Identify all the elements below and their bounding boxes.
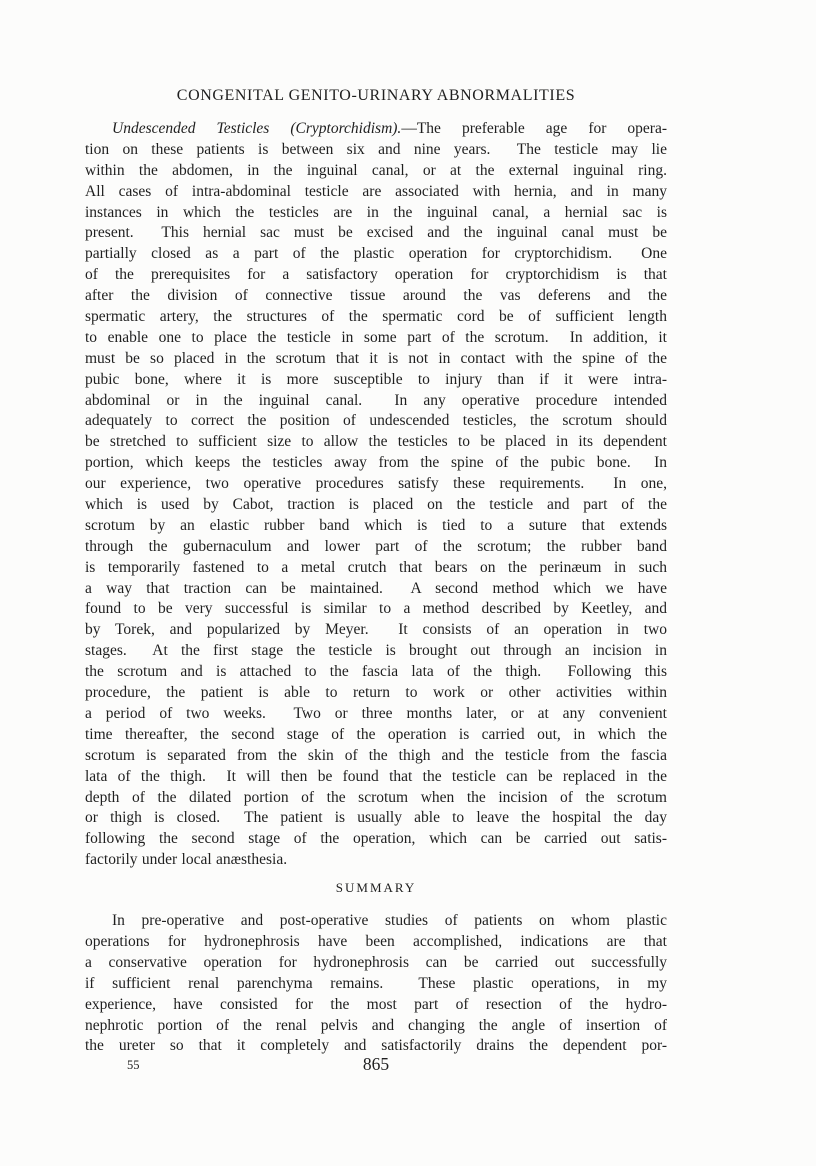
text-line: nephrotic portion of the renal pelvis and changing the angle of insertion of — [85, 1016, 667, 1034]
text-line: be stretched to sufficient size to allow the testicles to be placed in its dependent — [85, 433, 667, 451]
text-line: within the abdomen, in the inguinal canal, or at the external inguinal ring. — [85, 161, 667, 179]
text-line: partially closed as a part of the plastic operation for cryptorchidism. One — [85, 245, 667, 263]
text-line: found to be very successful is similar to a method described by Keetley, and — [85, 600, 667, 618]
text-line: operations for hydronephrosis have been accomplished, indications are that — [85, 932, 667, 950]
text-line: pubic bone, where it is more susceptible to injury than if it were intra- — [85, 370, 667, 388]
text-line: following the second stage of the operation, which can be carried out satis- — [85, 830, 667, 848]
text-line: tion on these patients is between six and nine years. The testicle may lie — [85, 140, 667, 158]
text-line: time thereafter, the second stage of the operation is carried out, in which the — [85, 725, 667, 743]
page-number: 865 — [362, 1054, 390, 1075]
text-line: adequately to correct the position of undescended testicles, the scrotum should — [85, 412, 667, 430]
signature-number: 55 — [127, 1058, 140, 1073]
text-line: after the division of connective tissue around the vas deferens and the — [85, 287, 667, 305]
text-line: the scrotum and is attached to the fascia lata of the thigh. Following this — [85, 663, 667, 681]
text-line: scrotum by an elastic rubber band which is tied to a suture that extends — [85, 516, 667, 534]
paragraph-lead-line — [85, 119, 667, 140]
text-line: All cases of intra-abdominal testicle are associated with hernia, and in many — [85, 182, 667, 200]
text-line: In pre-operative and post-operative studies of patients on whom plastic — [112, 912, 667, 930]
text-line: must be so placed in the scrotum that it is not in contact with the spine of the — [85, 349, 667, 367]
text-line: abdominal or in the inguinal canal. In any operative procedure intended — [85, 391, 667, 409]
text-line: procedure, the patient is able to return to work or other activities within — [85, 684, 667, 702]
text-line: present. This hernial sac must be excised and the inguinal canal must be — [85, 224, 667, 242]
text-line: our experience, two operative procedures satisfy these requirements. In one, — [85, 475, 667, 493]
cryptorchidism-paragraph — [85, 119, 667, 871]
text-line: a period of two weeks. Two or three months later, or at any convenient — [85, 704, 667, 722]
text-line: instances in which the testicles are in the inguinal canal, a hernial sac is — [85, 203, 667, 221]
text-line: scrotum is separated from the skin of the thigh and the testicle from the fascia — [85, 746, 667, 764]
summary-paragraph — [85, 911, 667, 1057]
text-line: through the gubernaculum and lower part of the scrotum; the rubber band — [85, 537, 667, 555]
text-line: portion, which keeps the testicles away from the spine of the pubic bone. In — [85, 454, 667, 472]
text-line: lata of the thigh. It will then be found that the testicle can be replaced in the — [85, 767, 667, 785]
text-column — [85, 88, 667, 1078]
text-line: to enable one to place the testicle in some part of the scrotum. In addition, it — [85, 328, 667, 346]
text-line: factorily under local anæsthesia. — [85, 851, 288, 869]
running-head: CONGENITAL GENITO-URINARY ABNORMALITIES — [176, 87, 576, 104]
text-line: by Torek, and popularized by Meyer. It consists of an operation in two — [85, 621, 667, 639]
text-line: a conservative operation for hydronephrosis can be carried out successfully — [85, 953, 667, 971]
text-line: is temporarily fastened to a metal crutch that bears on the perinæum in such — [85, 558, 667, 576]
text-line: experience, have consisted for the most part of resection of the hydro- — [85, 995, 667, 1013]
text-line: if sufficient renal parenchyma remains. These plastic operations, in my — [85, 974, 667, 992]
summary-heading: SUMMARY — [335, 880, 417, 896]
text-line: stages. At the first stage the testicle is brought out through an incision in — [85, 642, 667, 660]
text-line: of the prerequisites for a satisfactory operation for cryptorchidism is that — [85, 266, 667, 284]
text-line: which is used by Cabot, traction is placed on the testicle and part of the — [85, 496, 667, 514]
lead-italic-phrase: Undescended Testicles (Cryptorchidism). — [112, 120, 402, 137]
text-line: spermatic artery, the structures of the spermatic cord be of sufficient length — [85, 308, 667, 326]
text-line: the ureter so that it completely and satisfactorily drains the dependent por- — [85, 1037, 667, 1055]
summary-lines — [85, 911, 667, 1057]
text-line: a way that traction can be maintained. A second method which we have — [85, 579, 667, 597]
text-line: depth of the dilated portion of the scrotum when the incision of the scrotum — [85, 788, 667, 806]
text-line: or thigh is closed. The patient is usually able to leave the hospital the day — [85, 809, 667, 827]
page-footer — [85, 1052, 667, 1078]
cryptorchidism-lines — [85, 140, 667, 871]
lead-line-rest: —The preferable age for opera- — [401, 120, 667, 137]
